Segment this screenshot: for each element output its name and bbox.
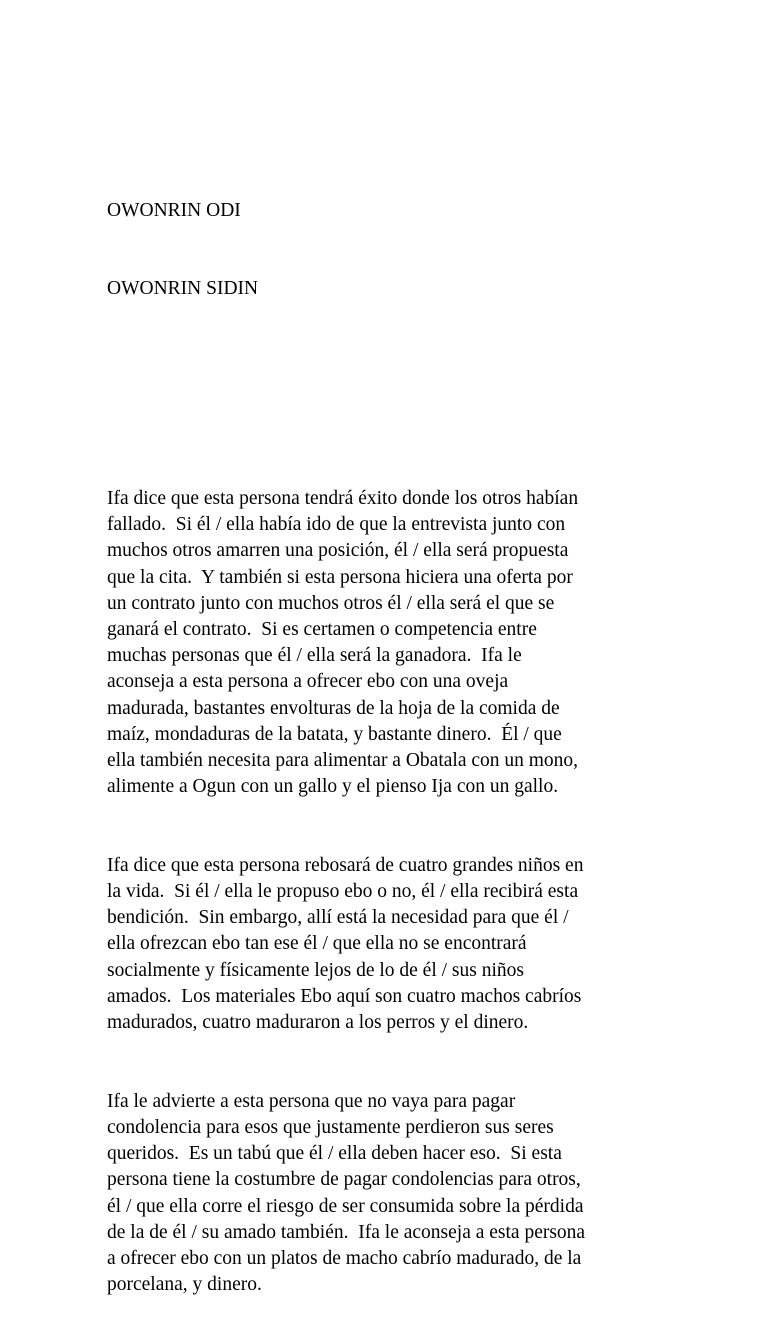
document-subtitle: OWONRIN SIDIN [107,278,259,300]
document-heading [107,145,667,355]
paragraph-success: Ifa dice que esta persona tendrá éxito donde los otros habían fallado. Si él / ella había ido de que la entrevista junto con muchos otros amarren una posición, él / ella será propuesta que la cita. Y también si esta persona hiciera una oferta por un contrato junto con muchos otros él / ella será el que se ganará el contrato. Si es certamen o competencia entre muchas personas que él / ella será la ganadora. Ifa le aconseja a esta persona a ofrecer ebo con una oveja madurada, bastantes envolturas de la hoja de la comida de maíz, mondaduras de la batata, y bastante dinero. Él / que ella también necesita para alimentar a Obatala con un mono, alimente a Ogun con un gallo y el pienso Ija con un gallo. [107,488,579,798]
document-page [107,93,667,1325]
document-title: OWONRIN ODI [107,199,241,221]
paragraph-condolence: Ifa le advierte a esta persona que no vaya para pagar condolencia para esos que justamente perdieron sus seres queridos. Es un tabú que él / ella deben hacer eso. Si esta persona tiene la costumbre de pagar condolencias para otros, él / que ella corre el riesgo de ser consumida sobre la pérdida de la de él / su amado también. Ifa le aconseja a esta persona a ofrecer ebo con un platos de macho cabrío madurado, de la porcelana, y dinero. [107,1090,586,1296]
blank-line [107,407,667,433]
paragraph-children: Ifa dice que esta persona rebosará de cuatro grandes niños en la vida. Si él / ella le propuso ebo o no, él / ella recibirá esta bendición. Sin embargo, allí está la necesidad para que él / ella ofrezcan ebo tan ese él / que ella no se encontrará socialmente y físicamente lejos de lo de él / sus niños amados. Los materiales Ebo aquí son cuatro machos cabríos madurados, cuatro maduraron a los perros y el dinero. [107,854,584,1034]
